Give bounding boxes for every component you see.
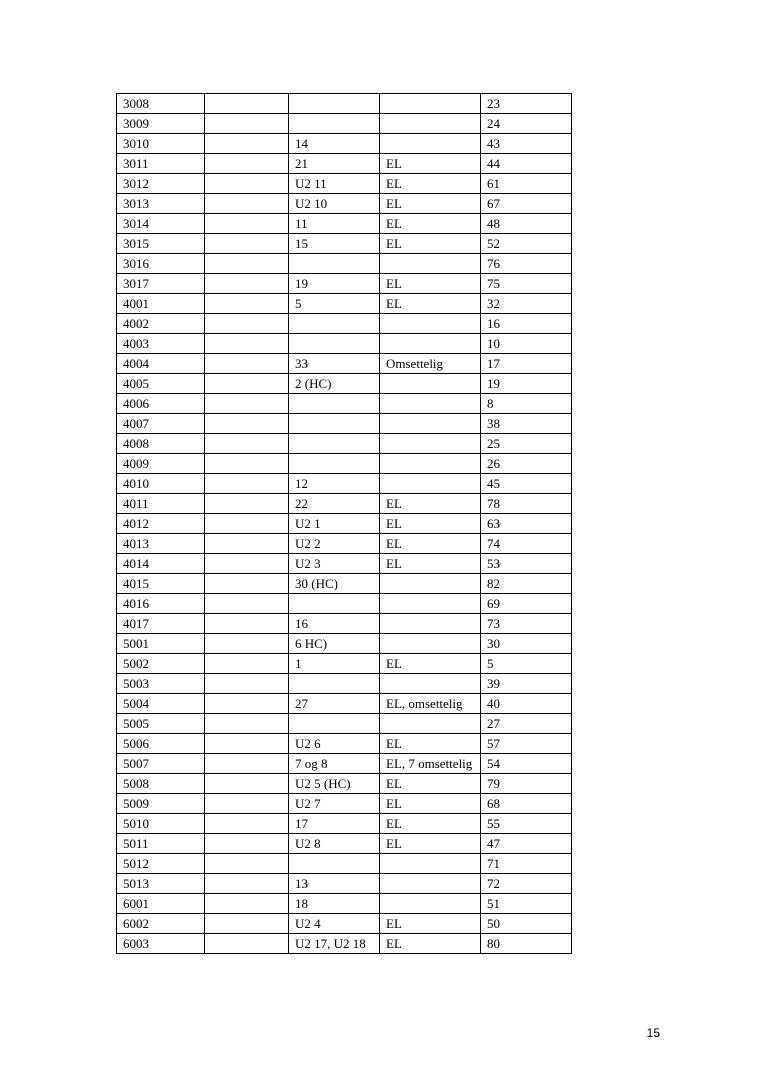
cell-col4: EL bbox=[380, 834, 481, 854]
table-row bbox=[117, 294, 572, 314]
table-row bbox=[117, 854, 572, 874]
cell-col2 bbox=[205, 234, 289, 254]
cell-col2 bbox=[205, 534, 289, 554]
table-row bbox=[117, 714, 572, 734]
cell-col4: EL bbox=[380, 234, 481, 254]
cell-col2 bbox=[205, 694, 289, 714]
cell-col3 bbox=[289, 854, 380, 874]
cell-id: 6001 bbox=[117, 894, 205, 914]
cell-col4 bbox=[380, 674, 481, 694]
cell-col2 bbox=[205, 714, 289, 734]
table-row bbox=[117, 494, 572, 514]
table-body bbox=[117, 94, 572, 954]
cell-number: 8 bbox=[481, 394, 572, 414]
cell-number: 57 bbox=[481, 734, 572, 754]
table-row bbox=[117, 654, 572, 674]
cell-col2 bbox=[205, 494, 289, 514]
cell-id: 5002 bbox=[117, 654, 205, 674]
cell-col3: 22 bbox=[289, 494, 380, 514]
table-row bbox=[117, 194, 572, 214]
cell-number: 73 bbox=[481, 614, 572, 634]
cell-id: 5011 bbox=[117, 834, 205, 854]
cell-col4: EL bbox=[380, 214, 481, 234]
table-row bbox=[117, 634, 572, 654]
cell-id: 4012 bbox=[117, 514, 205, 534]
cell-number: 32 bbox=[481, 294, 572, 314]
cell-number: 63 bbox=[481, 514, 572, 534]
cell-number: 76 bbox=[481, 254, 572, 274]
cell-col3: 27 bbox=[289, 694, 380, 714]
table-row bbox=[117, 614, 572, 634]
table-row bbox=[117, 434, 572, 454]
cell-col3: U2 6 bbox=[289, 734, 380, 754]
cell-id: 5012 bbox=[117, 854, 205, 874]
cell-number: 79 bbox=[481, 774, 572, 794]
cell-id: 5005 bbox=[117, 714, 205, 734]
cell-col3 bbox=[289, 334, 380, 354]
cell-number: 74 bbox=[481, 534, 572, 554]
cell-col2 bbox=[205, 194, 289, 214]
cell-col3: 12 bbox=[289, 474, 380, 494]
table-row bbox=[117, 94, 572, 114]
table-row bbox=[117, 334, 572, 354]
cell-number: 47 bbox=[481, 834, 572, 854]
cell-id: 5008 bbox=[117, 774, 205, 794]
cell-col2 bbox=[205, 94, 289, 114]
table-row bbox=[117, 554, 572, 574]
data-table bbox=[116, 93, 572, 954]
cell-id: 4011 bbox=[117, 494, 205, 514]
cell-col4: EL bbox=[380, 534, 481, 554]
table-row bbox=[117, 914, 572, 934]
cell-col3 bbox=[289, 94, 380, 114]
cell-col3 bbox=[289, 254, 380, 274]
cell-col4: EL bbox=[380, 274, 481, 294]
cell-number: 48 bbox=[481, 214, 572, 234]
cell-col4: Omsettelig bbox=[380, 354, 481, 374]
table-row bbox=[117, 534, 572, 554]
cell-col2 bbox=[205, 314, 289, 334]
cell-number: 80 bbox=[481, 934, 572, 954]
cell-col3 bbox=[289, 434, 380, 454]
cell-id: 3015 bbox=[117, 234, 205, 254]
table-row bbox=[117, 874, 572, 894]
table-row bbox=[117, 314, 572, 334]
cell-number: 61 bbox=[481, 174, 572, 194]
table-row bbox=[117, 114, 572, 134]
table-row bbox=[117, 594, 572, 614]
table-row bbox=[117, 134, 572, 154]
cell-col4 bbox=[380, 114, 481, 134]
table-row bbox=[117, 394, 572, 414]
cell-number: 10 bbox=[481, 334, 572, 354]
cell-number: 75 bbox=[481, 274, 572, 294]
cell-number: 39 bbox=[481, 674, 572, 694]
cell-number: 44 bbox=[481, 154, 572, 174]
cell-col2 bbox=[205, 134, 289, 154]
cell-col2 bbox=[205, 474, 289, 494]
cell-col3: 19 bbox=[289, 274, 380, 294]
table-row bbox=[117, 234, 572, 254]
cell-col2 bbox=[205, 734, 289, 754]
table-row bbox=[117, 934, 572, 954]
cell-id: 4005 bbox=[117, 374, 205, 394]
cell-id: 5001 bbox=[117, 634, 205, 654]
cell-col3: U2 3 bbox=[289, 554, 380, 574]
cell-col4 bbox=[380, 614, 481, 634]
cell-id: 3017 bbox=[117, 274, 205, 294]
cell-id: 3013 bbox=[117, 194, 205, 214]
cell-col2 bbox=[205, 514, 289, 534]
cell-id: 6002 bbox=[117, 914, 205, 934]
cell-id: 4015 bbox=[117, 574, 205, 594]
cell-number: 72 bbox=[481, 874, 572, 894]
cell-id: 4006 bbox=[117, 394, 205, 414]
cell-col4 bbox=[380, 454, 481, 474]
table-row bbox=[117, 454, 572, 474]
cell-col4: EL bbox=[380, 494, 481, 514]
cell-col3 bbox=[289, 674, 380, 694]
table-row bbox=[117, 374, 572, 394]
cell-col2 bbox=[205, 254, 289, 274]
cell-col3 bbox=[289, 714, 380, 734]
cell-col3: 7 og 8 bbox=[289, 754, 380, 774]
cell-number: 38 bbox=[481, 414, 572, 434]
cell-col2 bbox=[205, 634, 289, 654]
table-row bbox=[117, 154, 572, 174]
cell-col3: 11 bbox=[289, 214, 380, 234]
cell-number: 51 bbox=[481, 894, 572, 914]
cell-id: 3012 bbox=[117, 174, 205, 194]
cell-number: 27 bbox=[481, 714, 572, 734]
cell-col2 bbox=[205, 274, 289, 294]
cell-col4 bbox=[380, 594, 481, 614]
cell-col2 bbox=[205, 434, 289, 454]
page-number: 15 bbox=[646, 1026, 660, 1040]
cell-id: 5013 bbox=[117, 874, 205, 894]
cell-id: 3008 bbox=[117, 94, 205, 114]
cell-col4: EL bbox=[380, 734, 481, 754]
cell-col3: U2 17, U2 18 bbox=[289, 934, 380, 954]
cell-col4 bbox=[380, 374, 481, 394]
table-row bbox=[117, 694, 572, 714]
cell-id: 4001 bbox=[117, 294, 205, 314]
cell-col2 bbox=[205, 894, 289, 914]
cell-id: 4017 bbox=[117, 614, 205, 634]
cell-id: 5010 bbox=[117, 814, 205, 834]
cell-col2 bbox=[205, 374, 289, 394]
cell-col4: EL bbox=[380, 914, 481, 934]
cell-col3: 15 bbox=[289, 234, 380, 254]
cell-col4: EL bbox=[380, 774, 481, 794]
cell-col4 bbox=[380, 414, 481, 434]
cell-number: 19 bbox=[481, 374, 572, 394]
cell-col3: 13 bbox=[289, 874, 380, 894]
cell-col4: EL bbox=[380, 554, 481, 574]
cell-number: 69 bbox=[481, 594, 572, 614]
cell-id: 4004 bbox=[117, 354, 205, 374]
cell-col4 bbox=[380, 334, 481, 354]
cell-col4 bbox=[380, 574, 481, 594]
cell-col3: 6 HC) bbox=[289, 634, 380, 654]
cell-id: 4009 bbox=[117, 454, 205, 474]
cell-col4: EL bbox=[380, 514, 481, 534]
cell-col2 bbox=[205, 794, 289, 814]
cell-id: 4016 bbox=[117, 594, 205, 614]
cell-col3: 2 (HC) bbox=[289, 374, 380, 394]
cell-col3 bbox=[289, 114, 380, 134]
cell-col4: EL bbox=[380, 194, 481, 214]
cell-col3: U2 5 (HC) bbox=[289, 774, 380, 794]
cell-id: 6003 bbox=[117, 934, 205, 954]
cell-col2 bbox=[205, 934, 289, 954]
cell-col4 bbox=[380, 94, 481, 114]
cell-col2 bbox=[205, 214, 289, 234]
cell-col3: 17 bbox=[289, 814, 380, 834]
cell-col4 bbox=[380, 714, 481, 734]
cell-col3: 33 bbox=[289, 354, 380, 374]
cell-id: 3010 bbox=[117, 134, 205, 154]
cell-number: 71 bbox=[481, 854, 572, 874]
cell-id: 4014 bbox=[117, 554, 205, 574]
table-row bbox=[117, 894, 572, 914]
table-row bbox=[117, 774, 572, 794]
cell-col2 bbox=[205, 854, 289, 874]
cell-id: 4013 bbox=[117, 534, 205, 554]
cell-number: 45 bbox=[481, 474, 572, 494]
cell-col4: EL bbox=[380, 294, 481, 314]
cell-col2 bbox=[205, 554, 289, 574]
cell-id: 5007 bbox=[117, 754, 205, 774]
cell-col3 bbox=[289, 394, 380, 414]
table-row bbox=[117, 514, 572, 534]
cell-id: 5006 bbox=[117, 734, 205, 754]
cell-col3: 1 bbox=[289, 654, 380, 674]
table-row bbox=[117, 214, 572, 234]
table-row bbox=[117, 794, 572, 814]
cell-col3: 30 (HC) bbox=[289, 574, 380, 594]
cell-col2 bbox=[205, 754, 289, 774]
table-row bbox=[117, 274, 572, 294]
cell-number: 30 bbox=[481, 634, 572, 654]
cell-number: 24 bbox=[481, 114, 572, 134]
cell-col3 bbox=[289, 594, 380, 614]
cell-number: 26 bbox=[481, 454, 572, 474]
cell-number: 50 bbox=[481, 914, 572, 934]
cell-col2 bbox=[205, 834, 289, 854]
cell-col2 bbox=[205, 654, 289, 674]
cell-number: 82 bbox=[481, 574, 572, 594]
cell-number: 55 bbox=[481, 814, 572, 834]
cell-col3 bbox=[289, 454, 380, 474]
cell-col4: EL, omsettelig bbox=[380, 694, 481, 714]
table-row bbox=[117, 174, 572, 194]
cell-col2 bbox=[205, 394, 289, 414]
cell-id: 4002 bbox=[117, 314, 205, 334]
cell-number: 43 bbox=[481, 134, 572, 154]
cell-col3: 5 bbox=[289, 294, 380, 314]
cell-col2 bbox=[205, 874, 289, 894]
cell-col4 bbox=[380, 434, 481, 454]
cell-col3: 18 bbox=[289, 894, 380, 914]
table-row bbox=[117, 254, 572, 274]
cell-id: 4008 bbox=[117, 434, 205, 454]
cell-id: 4003 bbox=[117, 334, 205, 354]
table-row bbox=[117, 474, 572, 494]
cell-col4: EL bbox=[380, 934, 481, 954]
cell-col2 bbox=[205, 594, 289, 614]
table-row bbox=[117, 414, 572, 434]
cell-col3: U2 2 bbox=[289, 534, 380, 554]
cell-number: 78 bbox=[481, 494, 572, 514]
table-row bbox=[117, 754, 572, 774]
cell-col3 bbox=[289, 314, 380, 334]
cell-number: 23 bbox=[481, 94, 572, 114]
cell-number: 25 bbox=[481, 434, 572, 454]
cell-col4 bbox=[380, 894, 481, 914]
cell-col2 bbox=[205, 334, 289, 354]
cell-number: 52 bbox=[481, 234, 572, 254]
cell-id: 4007 bbox=[117, 414, 205, 434]
cell-col3: U2 1 bbox=[289, 514, 380, 534]
cell-col4: EL bbox=[380, 154, 481, 174]
cell-col2 bbox=[205, 354, 289, 374]
cell-col2 bbox=[205, 114, 289, 134]
cell-col2 bbox=[205, 294, 289, 314]
cell-col4 bbox=[380, 134, 481, 154]
cell-col2 bbox=[205, 914, 289, 934]
cell-number: 40 bbox=[481, 694, 572, 714]
cell-col4: EL, 7 omsettelig bbox=[380, 754, 481, 774]
cell-id: 5009 bbox=[117, 794, 205, 814]
cell-col3: 16 bbox=[289, 614, 380, 634]
table-row bbox=[117, 814, 572, 834]
cell-id: 3011 bbox=[117, 154, 205, 174]
cell-col4 bbox=[380, 854, 481, 874]
cell-col3: U2 4 bbox=[289, 914, 380, 934]
cell-number: 53 bbox=[481, 554, 572, 574]
cell-col4 bbox=[380, 634, 481, 654]
cell-col4: EL bbox=[380, 814, 481, 834]
cell-number: 17 bbox=[481, 354, 572, 374]
cell-col2 bbox=[205, 414, 289, 434]
cell-id: 5003 bbox=[117, 674, 205, 694]
cell-col3: 21 bbox=[289, 154, 380, 174]
cell-col4: EL bbox=[380, 174, 481, 194]
cell-col2 bbox=[205, 454, 289, 474]
cell-col2 bbox=[205, 814, 289, 834]
table-row bbox=[117, 574, 572, 594]
cell-col4 bbox=[380, 254, 481, 274]
cell-col4 bbox=[380, 314, 481, 334]
cell-col3: U2 10 bbox=[289, 194, 380, 214]
cell-number: 68 bbox=[481, 794, 572, 814]
table-row bbox=[117, 354, 572, 374]
table-row bbox=[117, 674, 572, 694]
cell-id: 4010 bbox=[117, 474, 205, 494]
cell-col2 bbox=[205, 614, 289, 634]
cell-col4: EL bbox=[380, 794, 481, 814]
cell-number: 67 bbox=[481, 194, 572, 214]
cell-id: 3016 bbox=[117, 254, 205, 274]
cell-number: 5 bbox=[481, 654, 572, 674]
cell-col4: EL bbox=[380, 654, 481, 674]
cell-col3: U2 7 bbox=[289, 794, 380, 814]
cell-col4 bbox=[380, 394, 481, 414]
cell-col3: 14 bbox=[289, 134, 380, 154]
cell-col2 bbox=[205, 154, 289, 174]
cell-id: 5004 bbox=[117, 694, 205, 714]
cell-col4 bbox=[380, 874, 481, 894]
cell-col3 bbox=[289, 414, 380, 434]
cell-col4 bbox=[380, 474, 481, 494]
cell-number: 16 bbox=[481, 314, 572, 334]
cell-col2 bbox=[205, 774, 289, 794]
cell-col2 bbox=[205, 574, 289, 594]
cell-col2 bbox=[205, 174, 289, 194]
cell-col2 bbox=[205, 674, 289, 694]
cell-id: 3009 bbox=[117, 114, 205, 134]
cell-col3: U2 11 bbox=[289, 174, 380, 194]
table-row bbox=[117, 834, 572, 854]
cell-col3: U2 8 bbox=[289, 834, 380, 854]
cell-number: 54 bbox=[481, 754, 572, 774]
cell-id: 3014 bbox=[117, 214, 205, 234]
table-row bbox=[117, 734, 572, 754]
